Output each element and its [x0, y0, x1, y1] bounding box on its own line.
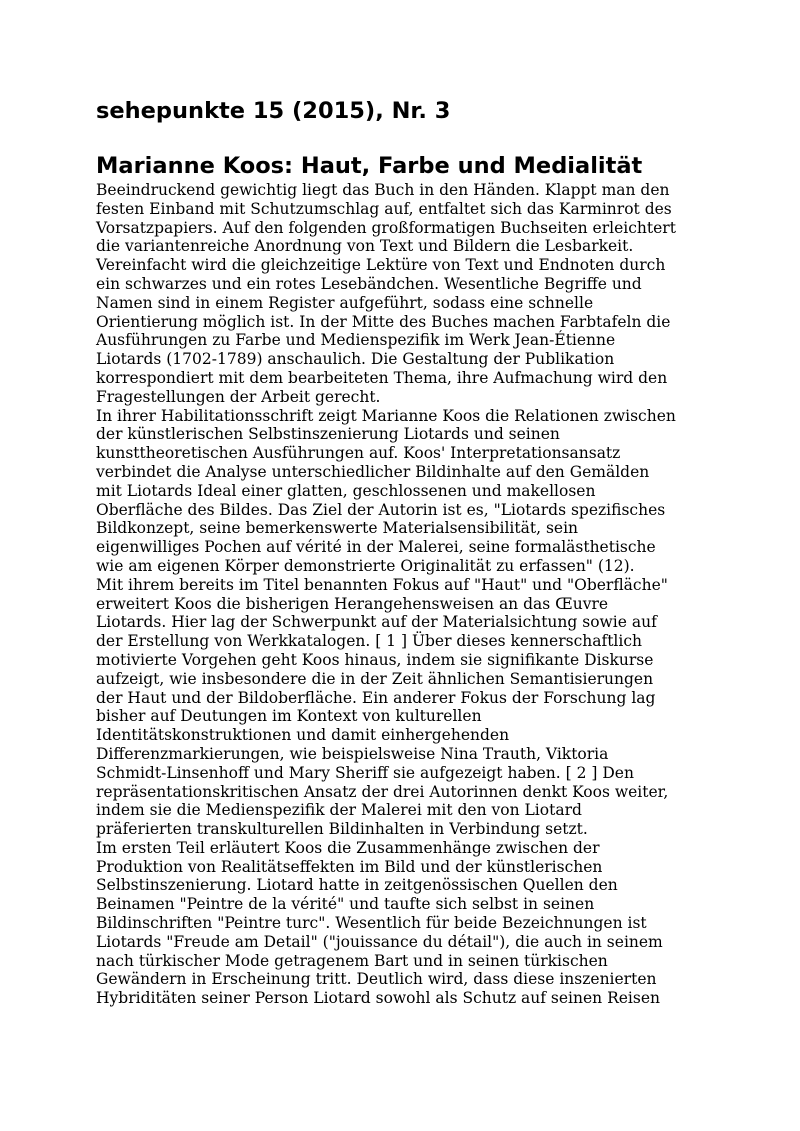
body-text-line: Ausführungen zu Farbe und Medienspezifik im Werk Jean-Étienne	[96, 331, 616, 350]
body-text-line: erweitert Koos die bisherigen Herangehensweisen an das Œuvre	[96, 594, 609, 613]
body-text-line: der Haut und der Bildoberfläche. Ein anderer Fokus der Forschung lag	[96, 688, 656, 707]
body-text-line: kunsttheoretischen Ausführungen auf. Koos' Interpretationsansatz	[96, 444, 621, 463]
body-text-line: Bildinschriften "Peintre turc". Wesentlich für beide Bezeichnungen ist	[96, 914, 647, 933]
body-text-line: verbindet die Analyse unterschiedlicher Bildinhalte auf den Gemälden	[96, 462, 650, 481]
body-text-line: Liotards (1702-1789) anschaulich. Die Gestaltung der Publikation	[96, 350, 615, 369]
body-text-line: ein schwarzes und ein rotes Lesebändchen. Wesentliche Begriffe und	[96, 274, 642, 293]
body-text-line: Orientierung möglich ist. In der Mitte des Buches machen Farbtafeln die	[96, 312, 671, 331]
body-text-line: Mit ihrem bereits im Titel benannten Fokus auf "Haut" und "Oberfläche"	[96, 575, 668, 594]
body-text-line: präferierten transkulturellen Bildinhalten in Verbindung setzt.	[96, 820, 588, 839]
body-text-line: der künstlerischen Selbstinszenierung Liotards und seinen	[96, 425, 560, 444]
body-text-line: indem sie die Medienspezifik der Malerei mit den von Liotard	[96, 801, 582, 820]
body-text-line: motivierte Vorgehen geht Koos hinaus, indem sie signifikante Diskurse	[96, 650, 654, 669]
body-text-line: Identitätskonstruktionen und damit einhergehenden	[96, 726, 510, 745]
body-text-line: Vereinfacht wird die gleichzeitige Lektüre von Text und Endnoten durch	[96, 256, 666, 275]
body-text-line: wie am eigenen Körper demonstrierte Originalität zu erfassen" (12).	[96, 556, 635, 575]
journal-heading: sehepunkte 15 (2015), Nr. 3	[96, 98, 451, 124]
body-text-line: mit Liotards Ideal einer glatten, geschlossenen und makellosen	[96, 481, 596, 500]
body-text-line: Liotards "Freude am Detail" ("jouissance du détail"), die auch in seinem	[96, 932, 663, 951]
body-text-line: Beinamen "Peintre de la vérité" und taufte sich selbst in seinen	[96, 895, 595, 914]
body-text-line: Vorsatzpapiers. Auf den folgenden großformatigen Buchseiten erleichtert	[96, 218, 676, 237]
body-text-line: der Erstellung von Werkkatalogen. [ 1 ] Über dieses kennerschaftlich	[96, 632, 643, 651]
body-text-line: bisher auf Deutungen im Kontext von kulturellen	[96, 707, 482, 726]
body-text-line: Gewändern in Erscheinung tritt. Deutlich wird, dass diese inszenierten	[96, 970, 657, 989]
body-text-line: die variantenreiche Anordnung von Text und Bildern die Lesbarkeit.	[96, 237, 634, 256]
body-text-line: Liotards. Hier lag der Schwerpunkt auf der Materialsichtung sowie auf	[96, 613, 657, 632]
body-text-line: repräsentationskritischen Ansatz der drei Autorinnen denkt Koos weiter,	[96, 782, 669, 801]
body-text-line: Produktion von Realitätseffekten im Bild und der künstlerischen	[96, 857, 603, 876]
body-text-line: Selbstinszenierung. Liotard hatte in zeitgenössischen Quellen den	[96, 876, 618, 895]
body-text-line: festen Einband mit Schutzumschlag auf, entfaltet sich das Karminrot des	[96, 199, 672, 218]
body-text-line: aufzeigt, wie insbesondere die in der Zeit ähnlichen Semantisierungen	[96, 669, 654, 688]
body-text-line: Oberfläche des Bildes. Das Ziel der Autorin ist es, "Liotards spezifisches	[96, 500, 666, 519]
body-text-line: Fragestellungen der Arbeit gerecht.	[96, 387, 381, 406]
body-text-line: eigenwilliges Pochen auf vérité in der Malerei, seine formalästhetische	[96, 538, 656, 557]
body-text-line: Namen sind in einem Register aufgeführt, sodass eine schnelle	[96, 293, 594, 312]
body-text-line: Schmidt-Linsenhoff und Mary Sheriff sie aufgezeigt haben. [ 2 ] Den	[96, 763, 634, 782]
body-text-line: Beeindruckend gewichtig liegt das Buch in den Händen. Klappt man den	[96, 181, 670, 199]
body-text-line: nach türkischer Mode getragenem Bart und in seinen türkischen	[96, 951, 608, 970]
body-text-line: Differenzmarkierungen, wie beispielsweise Nina Trauth, Viktoria	[96, 744, 609, 763]
article-body	[96, 181, 706, 1008]
body-text-line: Im ersten Teil erläutert Koos die Zusammenhänge zwischen der	[96, 838, 600, 857]
body-text-line: In ihrer Habilitationsschrift zeigt Marianne Koos die Relationen zwischen	[96, 406, 676, 425]
body-text-line: Bildkonzept, seine bemerkenswerte Materialsensibilität, sein	[96, 519, 579, 538]
body-text-line: Hybriditäten seiner Person Liotard sowohl als Schutz auf seinen Reisen	[96, 989, 660, 1008]
article-title: Marianne Koos: Haut, Farbe und Medialität	[96, 153, 643, 179]
body-text-line: korrespondiert mit dem bearbeiteten Thema, ihre Aufmachung wird den	[96, 368, 668, 387]
